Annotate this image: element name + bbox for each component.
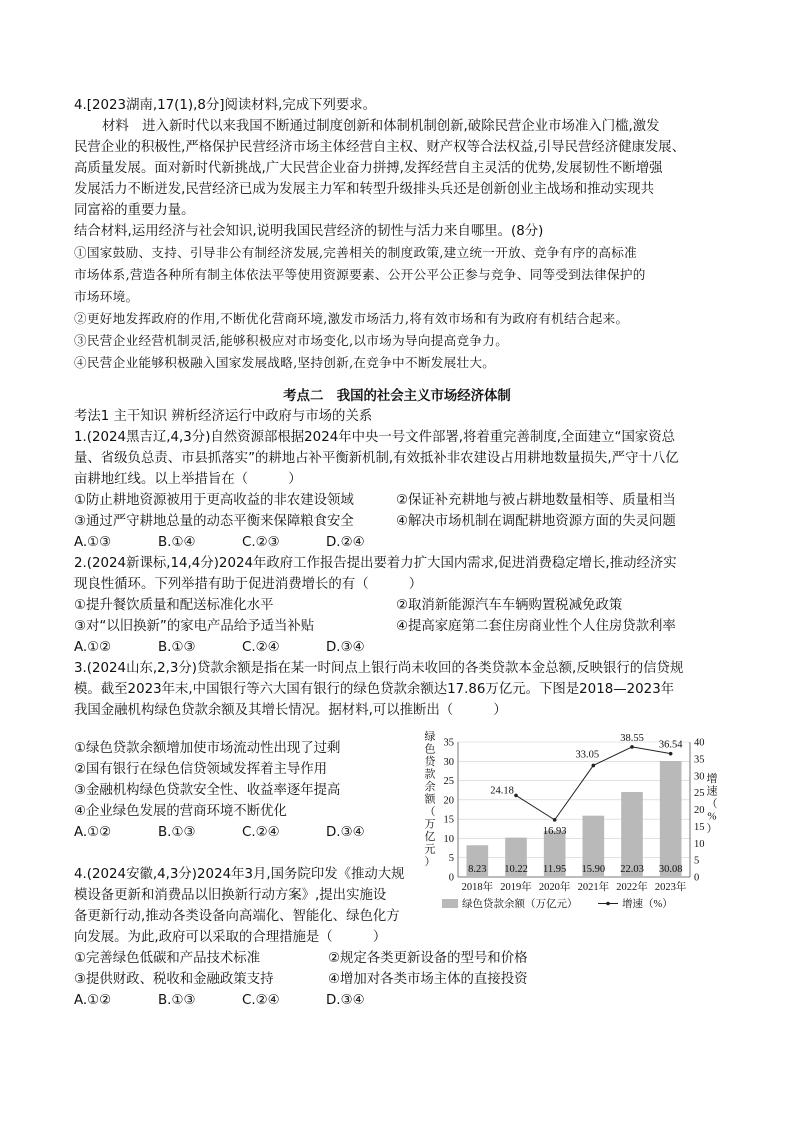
q4-2024-option-3: ③提供财政、税收和金融政策支持 (74, 972, 274, 987)
growth-point (630, 745, 634, 749)
left-tick-label: 5 (448, 853, 454, 865)
q3-option-2: ②国有银行在绿色信贷领域发挥着主导作用 (74, 762, 328, 777)
green-loan-chart (420, 728, 720, 913)
q4-2024-choice-c: C.②④ (242, 993, 280, 1008)
bar-value-label: 11.95 (543, 864, 567, 875)
q4-2024-line-4: 向发展。为此,政府可以采取的合理措施是（ ） (74, 930, 387, 945)
q4-2024-option-1: ①完善绿色低碳和产品技术标准 (74, 951, 261, 966)
right-tick-label: 10 (694, 838, 705, 850)
q2-choice-a: A.①② (74, 640, 112, 655)
q1-choice-b: B.①④ (158, 535, 196, 550)
q4-2024-option-4: ④增加对各类市场主体的直接投资 (328, 972, 528, 987)
q1-option-4: ④解决市场机制在调配耕地资源方面的失灵问题 (396, 514, 676, 529)
x-tick-label: 2023年 (654, 882, 687, 893)
q2-line-2: 现良性循环。下列举措有助于促进消费增长的有（ ） (74, 577, 423, 592)
right-tick-label: 30 (694, 771, 705, 783)
bar-value-label: 22.03 (620, 864, 644, 875)
q1-choice-c: C.②③ (242, 535, 280, 550)
q3-line-2: 模。截至2023年末,中国银行等六大国有银行的绿色贷款余额达17.86万亿元。下图是2018—2023年 (74, 682, 675, 697)
material-line-1: 材料 进入新时代以来我国不断通过制度创新和体制机制创新,破除民营企业市场准入门槛,激发 (102, 119, 660, 134)
growth-value-label: 36.54 (658, 739, 683, 751)
q4-2024-choice-d: D.③④ (326, 993, 365, 1008)
x-tick-label: 2019年 (500, 882, 532, 893)
growth-value-label: 33.05 (575, 749, 600, 761)
x-tick-label: 2018年 (461, 882, 494, 893)
material-line-4: 发展活力不断迸发,民营经济已成为发展主力军和转型升级排头兵还是创新创业主战场和推动实现共 (74, 182, 655, 197)
q2-option-1: ①提升餐饮质量和配送标准化水平 (74, 598, 274, 613)
q3-choice-c: C.②④ (242, 825, 280, 840)
q4-2024-option-2: ②规定各类更新设备的型号和价格 (328, 951, 528, 966)
left-tick-label: 15 (443, 814, 454, 826)
q2-choice-c: C.②④ (242, 640, 280, 655)
q2-choice-d: D.③④ (326, 640, 365, 655)
material-line-3: 高质量发展。面对新时代新挑战,广大民营企业奋力拼搏,发挥经营自主灵活的优势,发展韧性不断增强 (74, 161, 663, 176)
answer-line-4: ②更好地发挥政府的作用,不断优化营商环境,激发市场活力,将有效市场和有为政府有机结合起来。 (74, 311, 629, 326)
left-tick-label: 35 (443, 737, 454, 749)
bar-value-label: 30.08 (658, 864, 683, 875)
right-tick-label: 20 (694, 805, 705, 816)
q1-choice-d: D.②④ (326, 535, 365, 550)
material-line-5: 同富裕的重要力量。 (74, 203, 195, 218)
x-tick-label: 2020年 (538, 882, 571, 893)
q3-choice-a: A.①② (74, 825, 112, 840)
answer-line-5: ③民营企业经营机制灵活,能够积极应对市场变化,以市场为导向提高竞争力。 (74, 333, 509, 348)
growth-value-label: 16.93 (542, 825, 567, 837)
q3-option-4: ④企业绿色发展的营商环境不断优化 (74, 804, 287, 819)
legend-bar-swatch (442, 899, 458, 908)
section-heading: 考点二 我国的社会主义市场经济体制 (283, 389, 511, 404)
q1-line-2: 量、省级负总责、市县抓落实”的耕地占补平衡新机制,有效抵补非农建设占用耕地数量损失,严守十八亿 (74, 451, 679, 466)
right-tick-label: 0 (694, 872, 700, 884)
q3-choice-d: D.③④ (326, 825, 365, 840)
left-tick-label: 25 (443, 776, 454, 788)
q4-2023-question: 结合材料,运用经济与社会知识,说明我国民营经济的韧性与活力来自哪里。(8分) (74, 224, 544, 239)
q2-option-4: ④提高家庭第二套住房商业性个人住房贷款利率 (396, 619, 676, 634)
bar-value-label: 10.22 (504, 864, 528, 875)
q1-option-3: ③通过严守耕地总量的动态平衡来保障粮食安全 (74, 514, 354, 529)
bar-value-label: 8.23 (468, 864, 487, 875)
legend-line-marker (606, 902, 610, 906)
q4-2024-line-2: 模设备更新和消费品以旧换新行动方案》,提出实施设 (74, 888, 387, 903)
left-tick-label: 20 (443, 795, 454, 807)
growth-value-label: 24.18 (490, 785, 514, 797)
answer-line-3: 市场环境。 (74, 289, 139, 304)
growth-point (669, 752, 673, 756)
x-tick-label: 2021年 (577, 882, 610, 893)
q4-2024-line-3: 备更新行动,推动各类设备向高端化、智能化、绿色化方 (74, 909, 400, 924)
q3-line-1: 3.(2024山东,2,3分)贷款余额是指在某一时间点上银行尚未收回的各类贷款本金总额,反映银行的信贷规 (74, 661, 684, 676)
q2-option-3: ③对“以旧换新”的家电产品给予适当补贴 (74, 619, 315, 634)
right-tick-label: 5 (694, 855, 700, 867)
bar (660, 761, 682, 877)
right-tick-label: 25 (694, 788, 705, 800)
q1-line-3: 亩耕地红线。以上举措旨在（ ） (74, 472, 302, 487)
left-tick-label: 0 (448, 872, 454, 884)
q2-option-2: ②取消新能源汽车车辆购置税减免政策 (396, 598, 623, 613)
answer-line-6: ④民营企业能够积极融入国家发展战略,坚持创新,在竞争中不断发展壮大。 (74, 355, 496, 370)
growth-point (553, 818, 557, 822)
growth-point (592, 764, 596, 768)
answer-line-1: ①国家鼓励、支持、引导非公有制经济发展,完善相关的制度政策,建立统一开放、竞争有序的高标准 (74, 245, 638, 260)
legend-line-label: 增速（%） (622, 899, 673, 910)
left-tick-label: 30 (443, 756, 454, 768)
q1-option-1: ①防止耕地资源被用于更高收益的非农建设领域 (74, 493, 354, 508)
bar-value-label: 15.90 (581, 864, 606, 875)
right-tick-label: 15 (694, 821, 705, 833)
q2-choice-b: B.①③ (158, 640, 196, 655)
q4-2024-line-1: 4.(2024安徽,4,3分)2024年3月,国务院印发《推动大规 (74, 867, 405, 882)
q3-line-3: 我国金融机构绿色贷款余额及其增长情况。据材料,可以推断出（ ） (74, 703, 507, 718)
q3-option-1: ①绿色贷款余额增加使市场流动性出现了过剩 (74, 741, 341, 756)
q1-option-2: ②保证补充耕地与被占耕地数量相等、质量相当 (396, 493, 676, 508)
subsection-title: 考法1 主干知识 辨析经济运行中政府与市场的关系 (74, 409, 373, 424)
left-axis-title: 绿色贷款余额（万亿元） (424, 731, 436, 868)
material-line-2: 民营企业的积极性,严格保护民营经济市场主体经营自主权、财产权等合法权益,引导民营经济健康发展、 (74, 140, 686, 155)
q3-option-3: ③金融机构绿色贷款安全性、收益率逐年提高 (74, 783, 341, 798)
right-axis-title: 增速（%） (706, 773, 718, 835)
answer-line-2: 市场体系,营造各种所有制主体依法平等使用资源要素、公开公平公正参与竞争、同等受到法律保护的 (74, 267, 646, 282)
legend-bar-label: 绿色贷款余额（万亿元） (462, 899, 578, 910)
growth-point (514, 794, 518, 798)
growth-value-label: 38.55 (620, 732, 644, 744)
q2-line-1: 2.(2024新课标,14,4分)2024年政府工作报告提出要着力扩大国内需求,促进消费稳定增长,推动经济实 (74, 556, 677, 571)
x-tick-label: 2022年 (616, 882, 648, 893)
right-tick-label: 40 (694, 737, 705, 749)
q4-2023-header: 4.[2023湖南,17(1),8分]阅读材料,完成下列要求。 (74, 98, 377, 113)
q1-choice-a: A.①③ (74, 535, 112, 550)
q3-choice-b: B.①③ (158, 825, 196, 840)
q4-2024-choice-a: A.①② (74, 993, 112, 1008)
left-tick-label: 10 (443, 833, 454, 845)
q4-2024-choice-b: B.①③ (158, 993, 196, 1008)
right-tick-label: 35 (694, 754, 705, 766)
q1-line-1: 1.(2024黑吉辽,4,3分)自然资源部根据2024年中央一号文件部署,将着重完善制度,全面建立“国家资总 (74, 430, 676, 445)
